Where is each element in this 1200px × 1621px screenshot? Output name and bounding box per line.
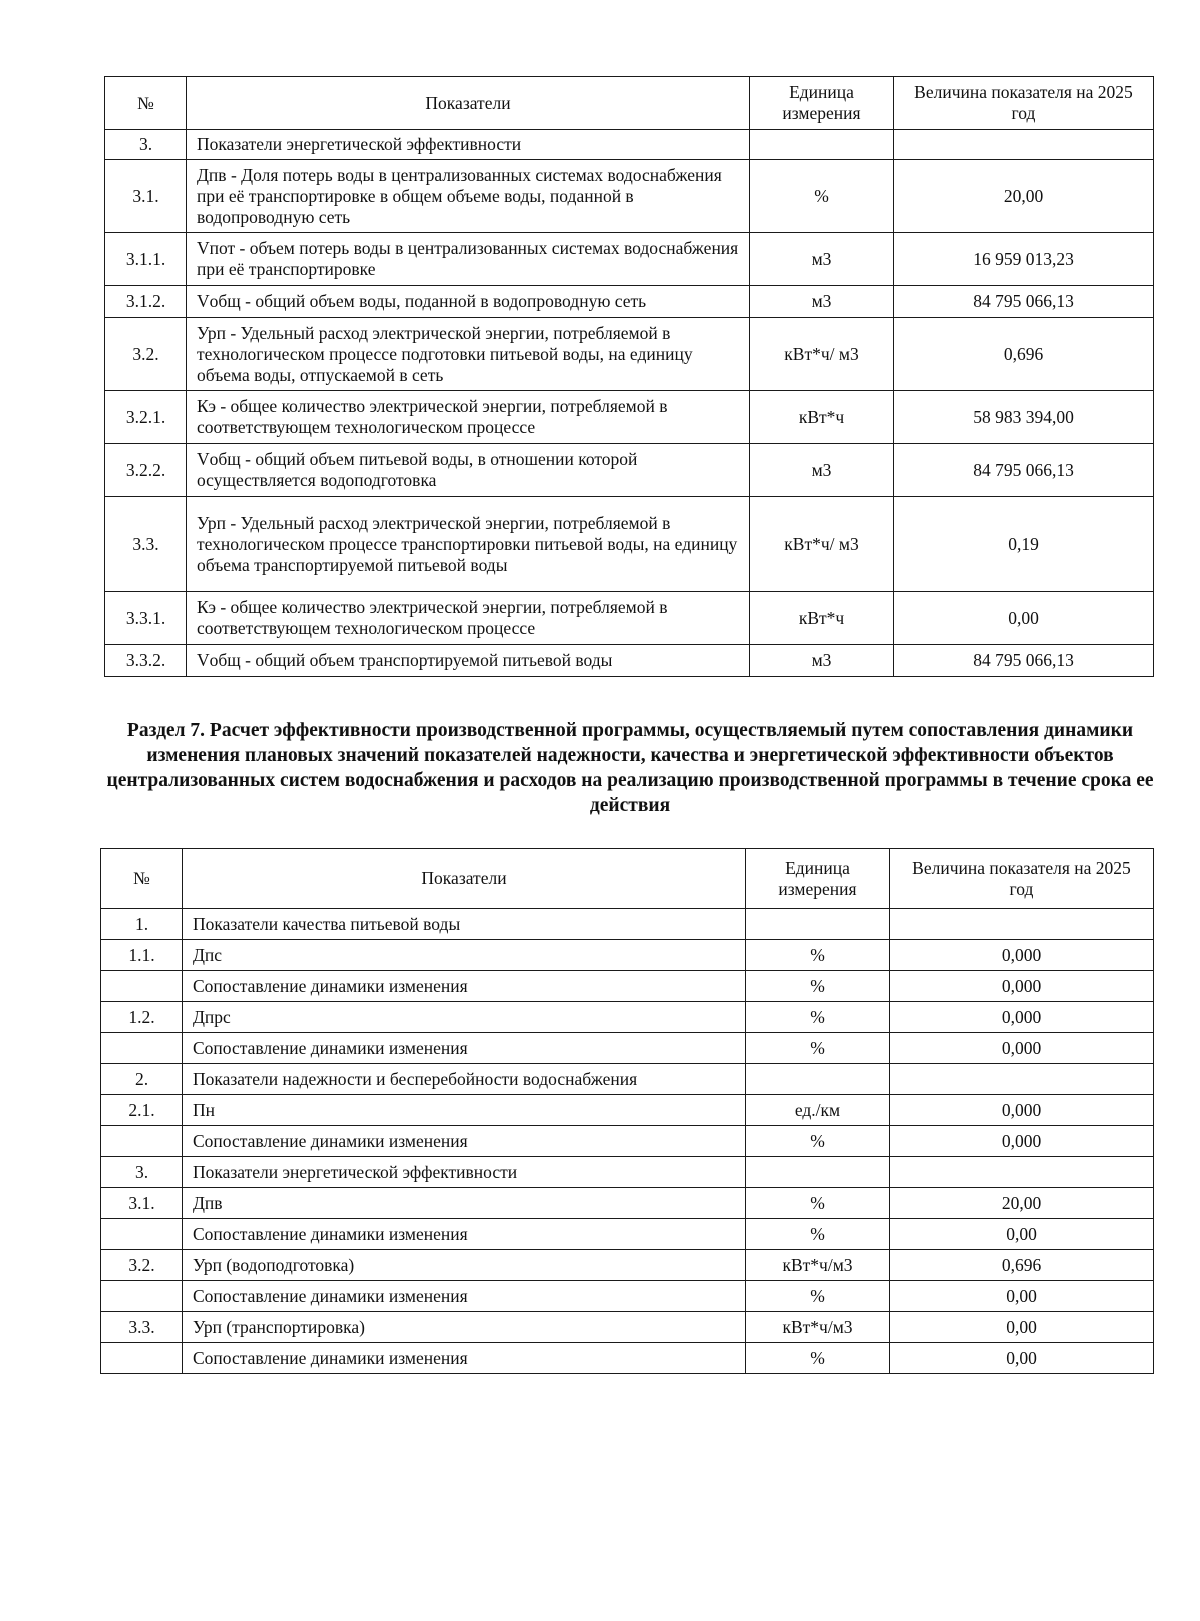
table-row [105, 444, 1154, 497]
row-number: 3.2. [101, 1250, 183, 1281]
table-header-row [101, 849, 1154, 909]
row-unit: кВт*ч [750, 592, 894, 645]
row-number [101, 971, 183, 1002]
header-unit: Единица измерения [750, 77, 894, 130]
row-value: 0,00 [894, 592, 1154, 645]
row-indicator: Сопоставление динамики изменения [183, 1126, 746, 1157]
row-unit: кВт*ч/ м3 [750, 318, 894, 391]
row-indicator: Сопоставление динамики изменения [183, 1281, 746, 1312]
table-row [101, 1219, 1154, 1250]
row-unit: кВт*ч/м3 [746, 1250, 890, 1281]
table-row [105, 286, 1154, 318]
table-row [105, 592, 1154, 645]
row-indicator: Дпв [183, 1188, 746, 1219]
row-indicator: Урп - Удельный расход электрической энергии, потребляемой в технологическом процессе транспортировки питьевой воды, на единицу объема транспортируемой питьевой воды [187, 497, 750, 592]
row-indicator: Показатели энергетической эффективности [183, 1157, 746, 1188]
row-unit: кВт*ч/ м3 [750, 497, 894, 592]
row-unit: % [750, 160, 894, 233]
header-indicators: Показатели [187, 77, 750, 130]
row-indicator: Сопоставление динамики изменения [183, 1219, 746, 1250]
row-unit: % [746, 971, 890, 1002]
row-number: 2.1. [101, 1095, 183, 1126]
row-value: 0,000 [890, 940, 1154, 971]
row-number: 3.1.1. [105, 233, 187, 286]
row-indicator: Дпрс [183, 1002, 746, 1033]
indicators-table-energy [104, 76, 1154, 677]
row-value: 0,19 [894, 497, 1154, 592]
row-number: 1.2. [101, 1002, 183, 1033]
table-row [101, 1281, 1154, 1312]
table-header-row [105, 77, 1154, 130]
section-7-title: Раздел 7. Расчет эффективности производственной программы, осуществляемый путем сопоставления динамики изменения плановых значений показателей надежности, качества и энергетической эффективности объектов централизованных систем водоснабжения и расходов на реализацию производственной программы в течение срока ее действия [106, 720, 1154, 816]
row-unit: % [746, 940, 890, 971]
row-number: 2. [101, 1064, 183, 1095]
table-row [105, 233, 1154, 286]
row-indicator: Сопоставление динамики изменения [183, 1343, 746, 1374]
row-value: 20,00 [894, 160, 1154, 233]
row-value: 84 795 066,13 [894, 286, 1154, 318]
header-number: № [101, 849, 183, 909]
table-row [105, 130, 1154, 160]
row-indicator: Дпв - Доля потерь воды в централизованных системах водоснабжения при её транспортировке в общем объеме воды, поданной в водопроводную сеть [187, 160, 750, 233]
row-number: 3.2.2. [105, 444, 187, 497]
row-value: 16 959 013,23 [894, 233, 1154, 286]
row-value: 20,00 [890, 1188, 1154, 1219]
row-indicator: Урп (транспортировка) [183, 1312, 746, 1343]
row-number [101, 1219, 183, 1250]
row-indicator: Vобщ - общий объем питьевой воды, в отношении которой осуществляется водоподготовка [187, 444, 750, 497]
row-unit [750, 130, 894, 160]
row-value: 0,000 [890, 1033, 1154, 1064]
row-value: 0,696 [890, 1250, 1154, 1281]
table-row [101, 1312, 1154, 1343]
row-unit: кВт*ч [750, 391, 894, 444]
row-unit: % [746, 1126, 890, 1157]
row-value: 0,696 [894, 318, 1154, 391]
row-value: 84 795 066,13 [894, 645, 1154, 677]
row-indicator: Кэ - общее количество электрической энергии, потребляемой в соответствующем технологическом процессе [187, 592, 750, 645]
row-number: 3.1. [101, 1188, 183, 1219]
row-indicator: Vпот - объем потерь воды в централизованных системах водоснабжения при её транспортировке [187, 233, 750, 286]
row-unit: % [746, 1002, 890, 1033]
table-row [101, 1095, 1154, 1126]
row-unit: % [746, 1219, 890, 1250]
row-value [890, 1157, 1154, 1188]
table-row [105, 160, 1154, 233]
row-indicator: Дпс [183, 940, 746, 971]
row-number: 3. [101, 1157, 183, 1188]
row-number: 3.3.2. [105, 645, 187, 677]
table-row [101, 1343, 1154, 1374]
row-indicator: Показатели энергетической эффективности [187, 130, 750, 160]
row-value: 84 795 066,13 [894, 444, 1154, 497]
table-row [105, 497, 1154, 592]
row-number [101, 1281, 183, 1312]
row-number: 3. [105, 130, 187, 160]
table-row [101, 1188, 1154, 1219]
row-unit: м3 [750, 645, 894, 677]
table-row [101, 1002, 1154, 1033]
row-indicator: Пн [183, 1095, 746, 1126]
row-unit [746, 1157, 890, 1188]
row-value: 0,00 [890, 1343, 1154, 1374]
table-row [101, 1250, 1154, 1281]
table-row [105, 391, 1154, 444]
row-indicator: Урп - Удельный расход электрической энергии, потребляемой в технологическом процессе подготовки питьевой воды, на единицу объема воды, отпускаемой в сеть [187, 318, 750, 391]
row-value: 0,000 [890, 1095, 1154, 1126]
row-unit: % [746, 1188, 890, 1219]
row-number: 3.1.2. [105, 286, 187, 318]
efficiency-comparison-table [100, 848, 1154, 1374]
row-unit [746, 909, 890, 940]
row-number: 3.1. [105, 160, 187, 233]
table-row [101, 1157, 1154, 1188]
table-row [101, 940, 1154, 971]
row-unit: % [746, 1281, 890, 1312]
row-indicator: Vобщ - общий объем воды, поданной в водопроводную сеть [187, 286, 750, 318]
row-unit: м3 [750, 444, 894, 497]
row-unit: % [746, 1343, 890, 1374]
row-value: 0,00 [890, 1312, 1154, 1343]
row-indicator: Vобщ - общий объем транспортируемой питьевой воды [187, 645, 750, 677]
row-number: 1. [101, 909, 183, 940]
header-value-2025: Величина показателя на 2025 год [890, 849, 1154, 909]
header-indicators: Показатели [183, 849, 746, 909]
row-value: 58 983 394,00 [894, 391, 1154, 444]
row-number [101, 1033, 183, 1064]
row-value [894, 130, 1154, 160]
row-unit: м3 [750, 233, 894, 286]
row-indicator: Сопоставление динамики изменения [183, 971, 746, 1002]
row-value [890, 909, 1154, 940]
row-number: 3.2.1. [105, 391, 187, 444]
row-number: 3.2. [105, 318, 187, 391]
row-unit [746, 1064, 890, 1095]
row-number: 3.3. [101, 1312, 183, 1343]
row-number [101, 1126, 183, 1157]
row-unit: % [746, 1033, 890, 1064]
header-number: № [105, 77, 187, 130]
table-row [101, 1126, 1154, 1157]
row-value: 0,000 [890, 971, 1154, 1002]
row-indicator: Урп (водоподготовка) [183, 1250, 746, 1281]
table-row [105, 318, 1154, 391]
table-row [101, 971, 1154, 1002]
row-number: 3.3.1. [105, 592, 187, 645]
table-row [105, 645, 1154, 677]
row-indicator: Кэ - общее количество электрической энергии, потребляемой в соответствующем технологическом процессе [187, 391, 750, 444]
row-number [101, 1343, 183, 1374]
table-row [101, 909, 1154, 940]
row-unit: ед./км [746, 1095, 890, 1126]
table-row [101, 1064, 1154, 1095]
table-row [101, 1033, 1154, 1064]
row-value: 0,00 [890, 1281, 1154, 1312]
header-value-2025: Величина показателя на 2025 год [894, 77, 1154, 130]
row-number: 1.1. [101, 940, 183, 971]
row-indicator: Сопоставление динамики изменения [183, 1033, 746, 1064]
row-indicator: Показатели качества питьевой воды [183, 909, 746, 940]
row-unit: м3 [750, 286, 894, 318]
row-value [890, 1064, 1154, 1095]
row-unit: кВт*ч/м3 [746, 1312, 890, 1343]
header-unit: Единица измерения [746, 849, 890, 909]
row-value: 0,000 [890, 1126, 1154, 1157]
row-indicator: Показатели надежности и бесперебойности водоснабжения [183, 1064, 746, 1095]
row-value: 0,00 [890, 1219, 1154, 1250]
row-value: 0,000 [890, 1002, 1154, 1033]
row-number: 3.3. [105, 497, 187, 592]
